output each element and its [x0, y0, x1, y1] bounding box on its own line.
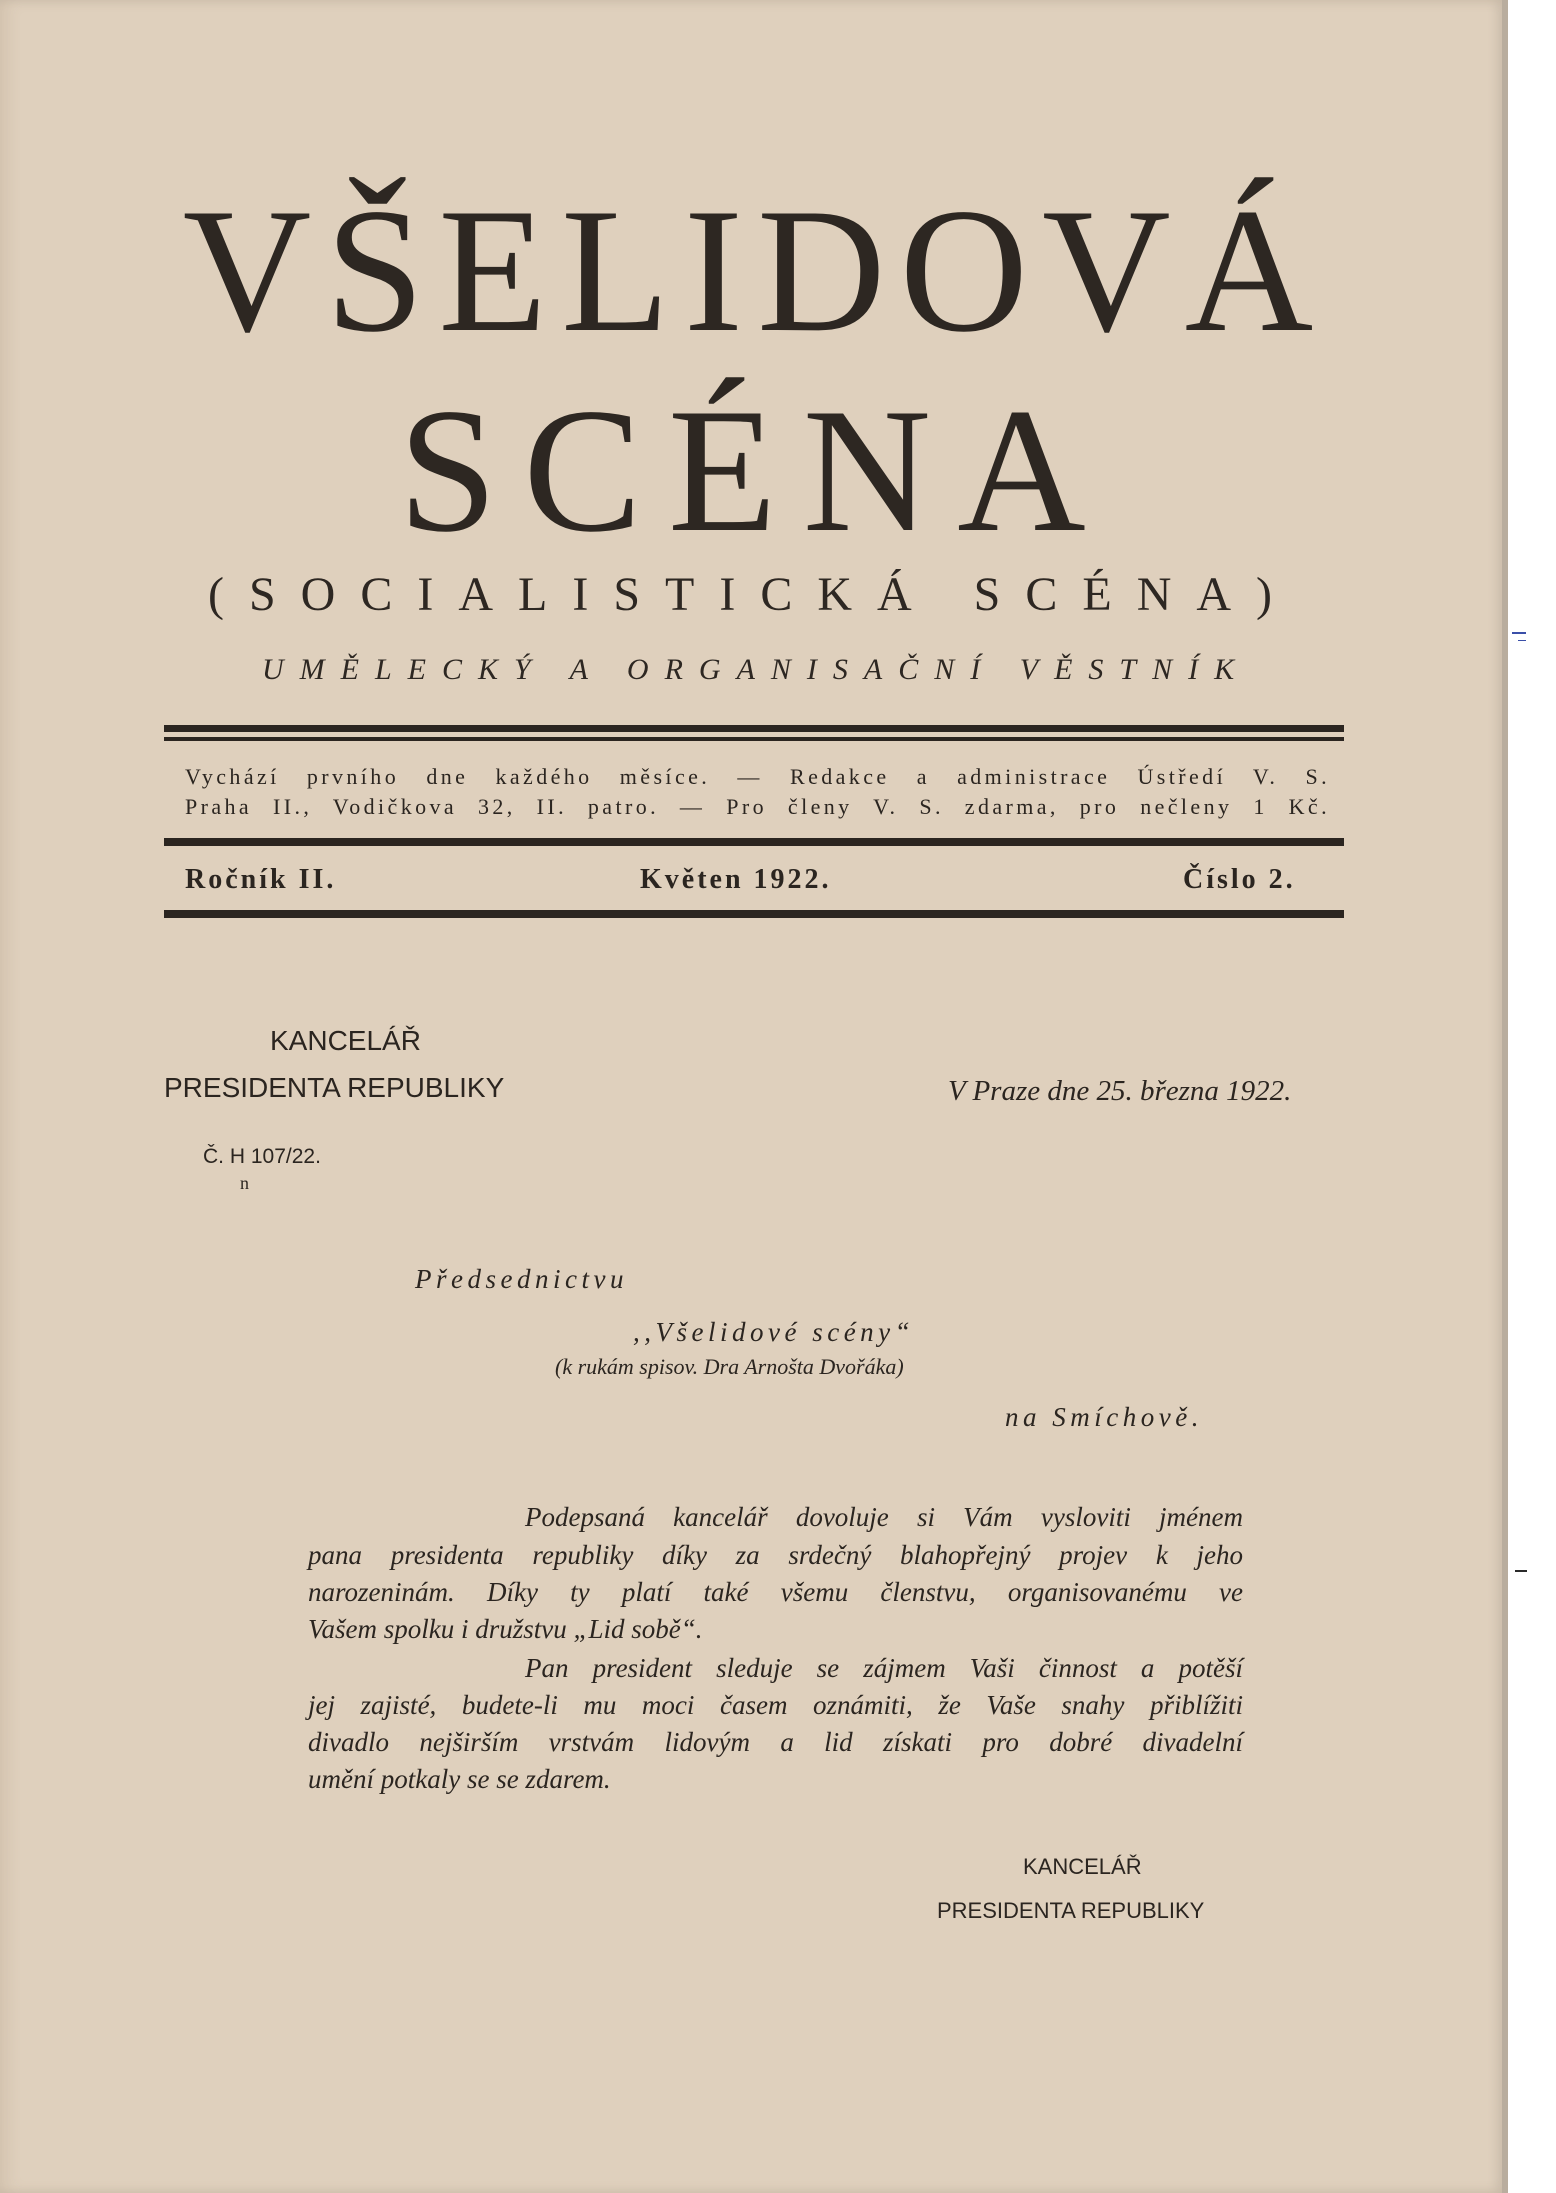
publication-info-line: Vychází prvního dne každého měsíce. — Redakce a administrace Ústředí V. S. — [185, 764, 1330, 789]
issue-number: Číslo 2. — [1183, 864, 1296, 895]
signature-line1: KANCELÁŘ — [1023, 1854, 1142, 1879]
reference-number: Č. H 107/22. — [203, 1145, 321, 1168]
letter-paragraph-line: jej zajisté, budete-li mu moci časem oznámiti, že Vaše snahy přiblížiti — [308, 1690, 1243, 1720]
letter-paragraph-line: umění potkaly se se zdarem. — [308, 1764, 611, 1794]
publication-info-line: Praha II., Vodičkova 32, II. patro. — Pro členy V. S. zdarma, pro nečleny 1 Kč. — [185, 794, 1330, 819]
addressee-line2: ,,Všelidové scény“ — [633, 1317, 915, 1347]
reference-subscript: n — [240, 1173, 249, 1193]
masthead-subtitle: (SOCIALISTICKÁ SCÉNA) — [208, 568, 1297, 621]
divider-rule — [164, 725, 1344, 732]
masthead-title-line2: SCÉNA — [398, 371, 1112, 569]
divider-rule — [164, 838, 1344, 846]
letter-paragraph-line: divadlo nejširším vrstvám lidovým a lid získati pro dobré divadelní — [308, 1727, 1243, 1757]
sender-line1: KANCELÁŘ — [270, 1025, 421, 1056]
letter-paragraph-line: narozeninám. Díky ty platí také všemu členstvu, organisovanému ve — [308, 1577, 1243, 1607]
volume-label: Ročník II. — [185, 864, 337, 895]
letter-paragraph-line: Pan president sleduje se zájmem Vaši činnost a potěší — [525, 1653, 1243, 1683]
stray-ink-mark — [1518, 640, 1526, 641]
letter-paragraph-line: Podepsaná kancelář dovoluje si Vám vysloviti jménem — [525, 1502, 1243, 1532]
paper-edge — [1502, 0, 1508, 2193]
signature-line2: PRESIDENTA REPUBLIKY — [937, 1898, 1205, 1923]
issue-date: Květen 1922. — [640, 864, 832, 895]
letter-paragraph-line: pana presidenta republiky díky za srdečný blahopřejný projev k jeho — [308, 1540, 1243, 1570]
masthead-title-line1: VŠELIDOVÁ — [182, 171, 1328, 369]
sender-line2: PRESIDENTA REPUBLIKY — [164, 1072, 505, 1103]
divider-rule — [164, 910, 1344, 918]
divider-rule — [164, 737, 1344, 741]
stray-ink-mark — [1512, 632, 1526, 634]
stray-ink-mark — [1515, 1570, 1527, 1572]
masthead-tagline: UMĚLECKÝ A ORGANISAČNÍ VĚSTNÍK — [262, 653, 1251, 686]
letter-paragraph-line: Vašem spolku i družstvu „Lid sobě“. — [308, 1614, 703, 1644]
addressee-line1: Předsednictvu — [415, 1264, 628, 1294]
addressee-line3: (k rukám spisov. Dra Arnošta Dvořáka) — [555, 1354, 904, 1379]
place-date: V Praze dne 25. března 1922. — [948, 1075, 1292, 1107]
addressee-line4: na Smíchově. — [1005, 1402, 1203, 1432]
